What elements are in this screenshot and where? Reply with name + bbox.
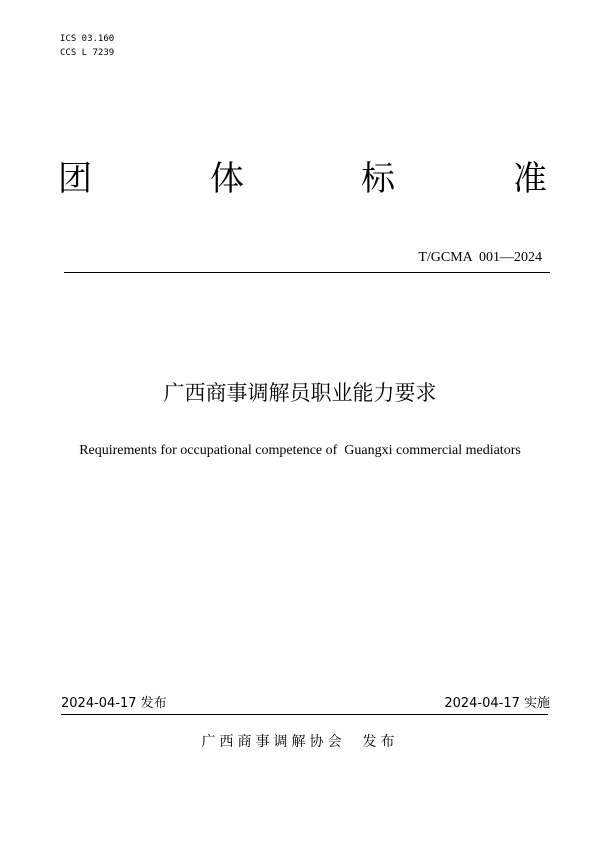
standard-type-char-3: 标 — [361, 159, 395, 199]
footer-divider — [61, 714, 548, 715]
ics-code: ICS 03.160 — [60, 34, 115, 44]
publish-date: 2024-04-17 发布 — [61, 696, 167, 711]
document-title-chinese: 广西商事调解员职业能力要求 — [163, 381, 437, 405]
ccs-code: CCS L 7239 — [60, 48, 115, 58]
standard-number: T/GCMA 001—2024 — [418, 250, 542, 265]
standard-type-char-2: 体 — [210, 159, 244, 199]
standard-type-char-4: 准 — [513, 159, 547, 199]
standard-type-char-1: 团 — [58, 159, 92, 199]
standard-type-heading — [58, 154, 550, 204]
header-divider — [64, 272, 550, 273]
document-title-english: Requirements for occupational competence of Guangxi commercial mediators — [79, 443, 521, 458]
issuing-organization: 广西商事调解协会 发布 — [201, 734, 399, 750]
implementation-date: 2024-04-17 实施 — [444, 696, 550, 711]
